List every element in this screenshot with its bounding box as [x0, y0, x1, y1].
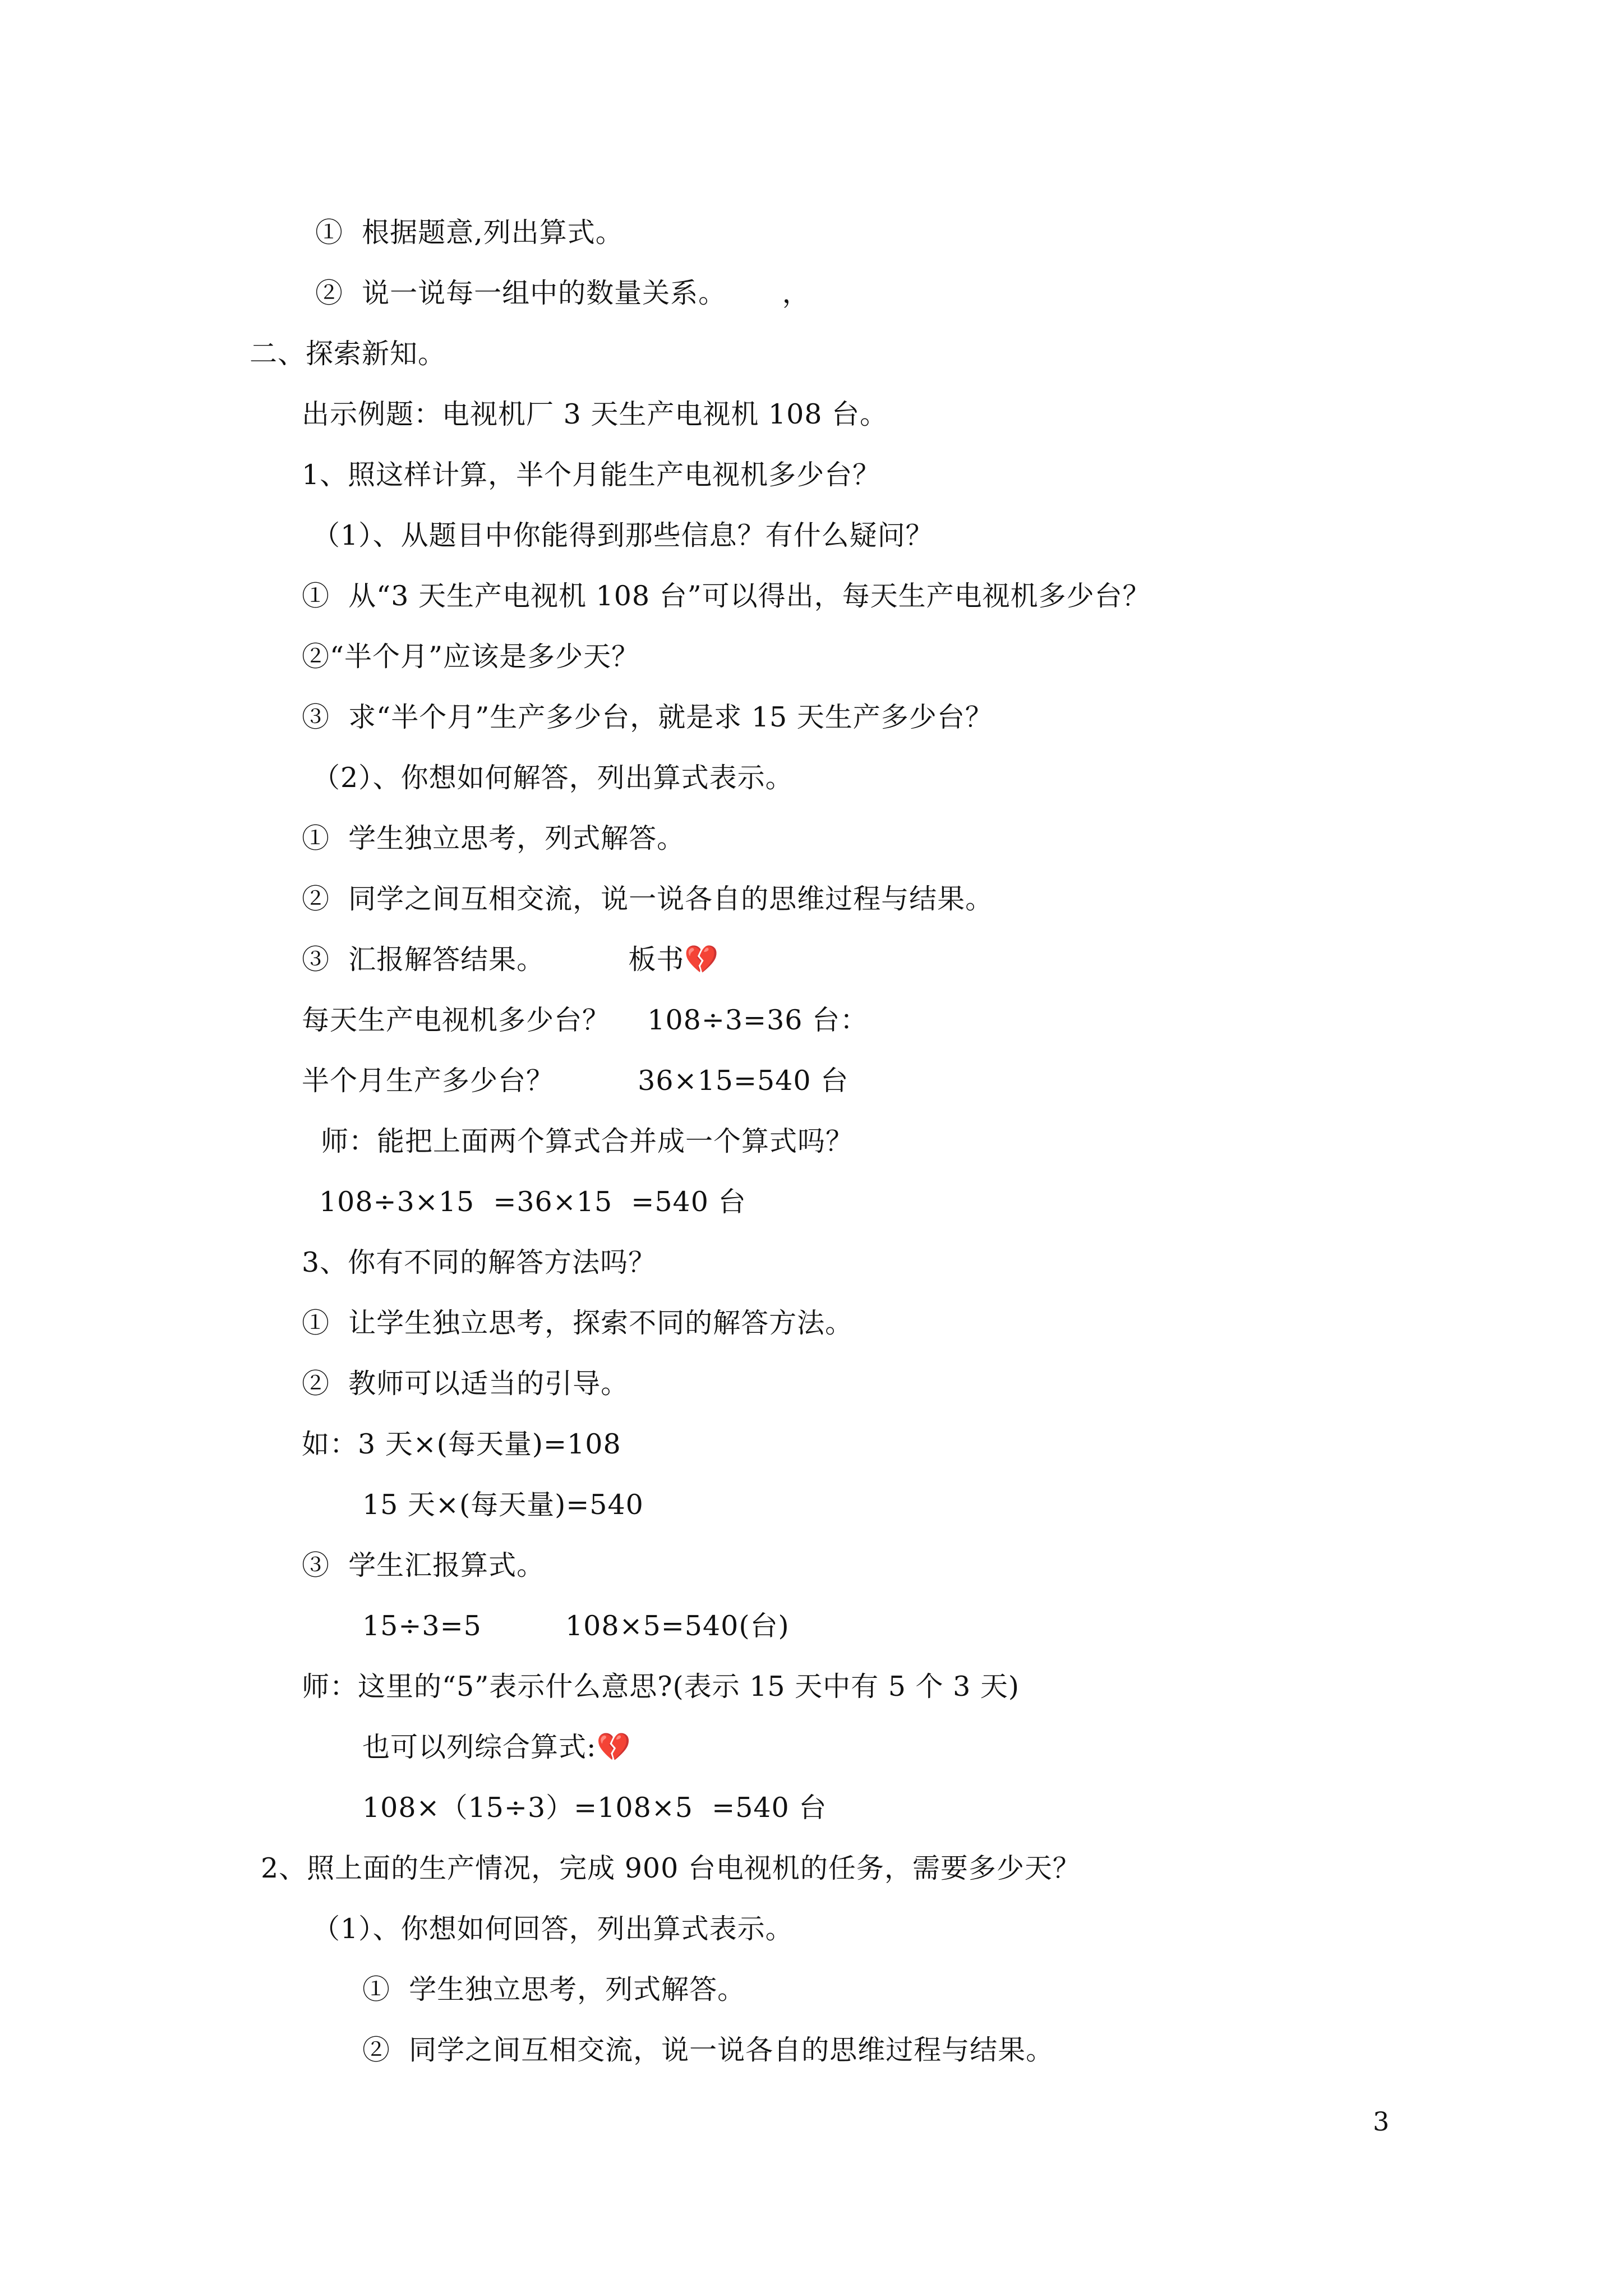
info-point-1: ① 从“3 天生产电视机 108 台”可以得出，每天生产电视机多少台？ — [302, 580, 1151, 612]
question-2: 2、照上面的生产情况，完成 900 台电视机的任务，需要多少天？ — [261, 1852, 1081, 1884]
equation-half-month-output: 半个月生产多少台？ 36×15=540 台 — [302, 1065, 849, 1097]
info-point-2: ②“半个月”应该是多少天？ — [302, 641, 640, 673]
question-1: 1、照这样计算，半个月能生产电视机多少台？ — [302, 459, 881, 491]
section-heading-explore: 二、探索新知。 — [250, 338, 446, 370]
step-student-report: ③ 学生汇报算式。 — [302, 1549, 545, 1581]
sub-question-1-1: （1）、从题目中你能得到那些信息？有什么疑问？ — [312, 519, 934, 551]
step-report-results: ③ 汇报解答结果。 板书💔 — [302, 944, 720, 976]
page-number: 3 — [1373, 2106, 1390, 2137]
step-describe-relations: ② 说一说每一组中的数量关系。 ， — [315, 277, 810, 309]
step-independent-thinking: ① 学生独立思考，列式解答。 — [302, 822, 685, 854]
step-list-column-formula: ① 根据题意,列出算式。 — [315, 217, 624, 249]
step-peer-exchange-2: ② 同学之间互相交流，说一说各自的思维过程与结果。 — [362, 2034, 1054, 2066]
sub-question-2-1: （1）、你想如何回答，列出算式表示。 — [312, 1913, 794, 1945]
equation-ratio-method: 15÷3=5 108×5=540(台) — [362, 1610, 790, 1642]
combined-equation-2: 108×（15÷3）=108×5 =540 台 — [362, 1792, 827, 1824]
combined-formula-intro: 也可以列综合算式:💔 — [362, 1731, 631, 1763]
combined-equation: 108÷3×15 =36×15 =540 台 — [319, 1186, 746, 1218]
example-equation-2: 15 天×(每天量)=540 — [362, 1489, 644, 1521]
info-point-3: ③ 求“半个月”生产多少台，就是求 15 天生产多少台？ — [302, 701, 993, 733]
step-teacher-guidance: ② 教师可以适当的引导。 — [302, 1368, 629, 1400]
teacher-question-meaning: 师：这里的“5”表示什么意思?(表示 15 天中有 5 个 3 天) — [302, 1671, 1020, 1703]
step-independent-thinking-2: ① 学生独立思考，列式解答。 — [362, 1973, 746, 2005]
step-peer-exchange: ② 同学之间互相交流，说一说各自的思维过程与结果。 — [302, 883, 994, 915]
question-3: 3、你有不同的解答方法吗？ — [302, 1246, 657, 1278]
example-equation-1: 如：3 天×(每天量)=108 — [302, 1428, 621, 1460]
sub-question-1-2: （2）、你想如何解答，列出算式表示。 — [312, 762, 794, 794]
teacher-question-combine: 师：能把上面两个算式合并成一个算式吗？ — [321, 1125, 854, 1157]
equation-daily-output: 每天生产电视机多少台？ 108÷3=36 台： — [302, 1004, 869, 1036]
step-explore-methods: ① 让学生独立思考，探索不同的解答方法。 — [302, 1307, 854, 1339]
example-problem: 出示例题：电视机厂 3 天生产电视机 108 台。 — [302, 398, 888, 430]
